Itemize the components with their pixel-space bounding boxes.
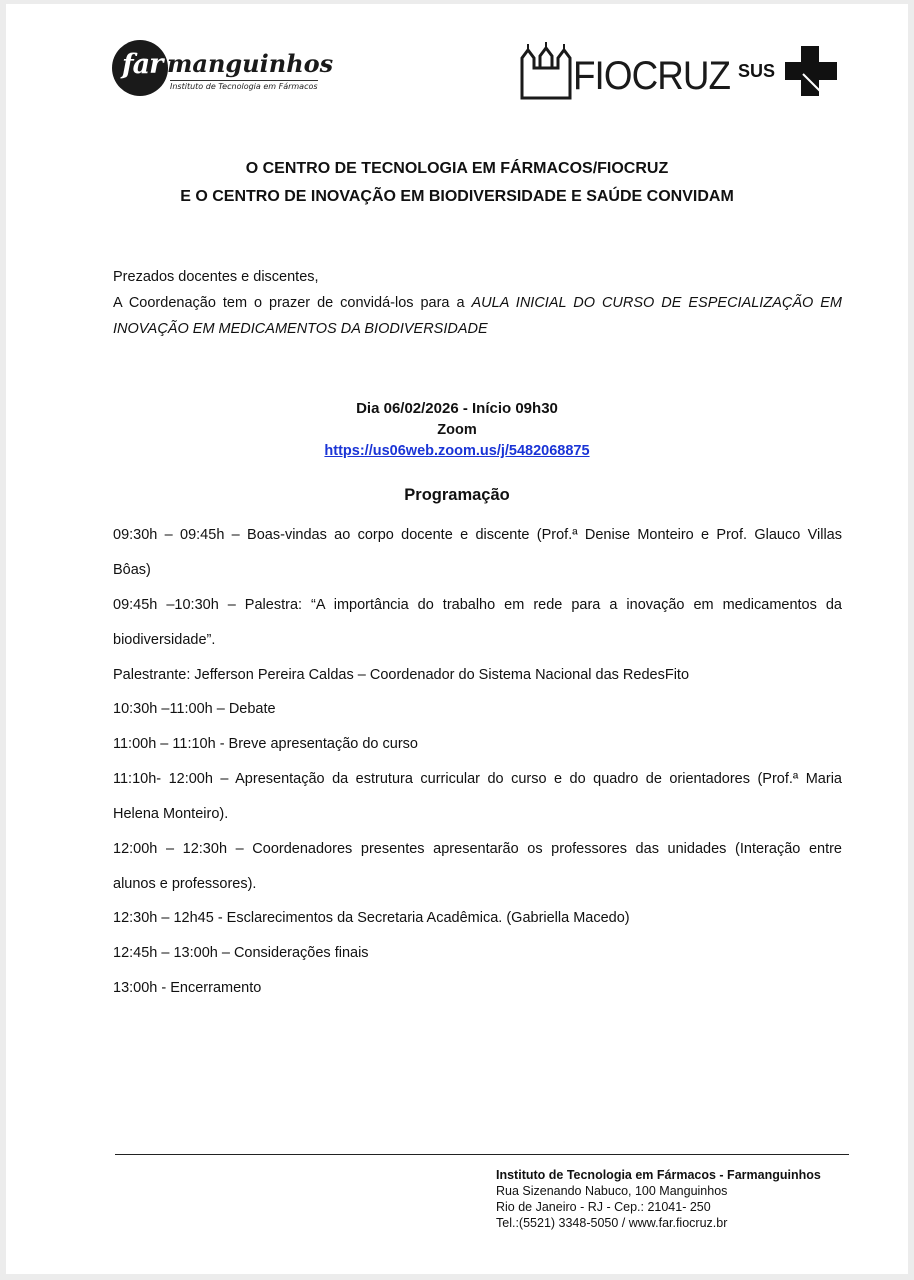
program-line: Bôas): [113, 562, 151, 578]
program-line: 13:00h - Encerramento: [113, 980, 262, 996]
programacao-title: Programação: [404, 486, 510, 504]
invite-line-1: [113, 295, 842, 311]
footer-divider: [115, 1154, 849, 1155]
sus-wordmark: SUS: [738, 61, 776, 81]
logo-subtitle: Instituto de Tecnologia em Fármacos: [170, 82, 318, 91]
program-line: 10:30h –11:00h – Debate: [113, 701, 276, 717]
logo-far-text: far: [122, 49, 163, 80]
heading-line-2: E O CENTRO DE INOVAÇÃO EM BIODIVERSIDADE E SAÚDE CONVIDAM: [180, 188, 734, 205]
footer-address-1: Rua Sizenando Nabuco, 100 Manguinhos: [496, 1184, 728, 1198]
fiocruz-castle-icon: [518, 40, 574, 100]
footer-address-2: Rio de Janeiro - RJ - Cep.: 21041- 250: [496, 1200, 711, 1214]
program-line: 12:00h – 12:30h – Coordenadores presentes apresentarão os professores das unidades (Interação entre: [113, 841, 842, 857]
program-line: 09:30h – 09:45h – Boas-vindas ao corpo docente e discente (Prof.ª Denise Monteiro e Prof. Glauco Villas: [113, 527, 842, 543]
program-line: 11:00h – 11:10h - Breve apresentação do curso: [113, 736, 418, 752]
program-line: 09:45h –10:30h – Palestra: “A importância do trabalho em rede para a inovação em medicamentos da: [113, 597, 842, 613]
heading-line-1: O CENTRO DE TECNOLOGIA EM FÁRMACOS/FIOCRUZ: [245, 160, 669, 177]
program-line: Helena Monteiro).: [113, 806, 229, 822]
farmanguinhos-logo: [112, 40, 334, 102]
program-line: Palestrante: Jefferson Pereira Caldas – Coordenador do Sistema Nacional das RedesFito: [113, 667, 690, 683]
fiocruz-logo: [518, 40, 731, 102]
invite-prefix: A Coordenação tem o prazer de convidá-los para a: [113, 295, 465, 311]
program-line: 11:10h- 12:00h – Apresentação da estrutura curricular do curso e do quadro de orientadores (Prof.ª Maria: [113, 771, 842, 787]
program-line: 12:30h – 12h45 - Esclarecimentos da Secretaria Acadêmica. (Gabriella Macedo): [113, 910, 630, 926]
event-date: Dia 06/02/2026 - Início 09h30: [356, 400, 558, 417]
invite-line-2: [113, 321, 488, 337]
invite-course-title-1: AULA INICIAL DO CURSO DE ESPECIALIZAÇÃO EM: [471, 295, 842, 311]
program-line: 12:45h – 13:00h – Considerações finais: [113, 945, 369, 961]
program-line: alunos e professores).: [113, 876, 257, 892]
program-line: biodiversidade”.: [113, 632, 216, 648]
fiocruz-wordmark: FIOCRUZ: [573, 54, 731, 98]
event-link-row: [0, 442, 914, 460]
logo-manguinhos-text: manguinhos: [167, 49, 334, 78]
invite-course-title-2: INOVAÇÃO EM MEDICAMENTOS DA BIODIVERSIDADE: [113, 321, 488, 337]
zoom-link[interactable]: https://us06web.zoom.us/j/5482068875: [324, 443, 590, 459]
sus-cross-icon: [783, 44, 839, 98]
greeting: Prezados docentes e discentes,: [113, 269, 319, 285]
footer-institution: Instituto de Tecnologia em Fármacos - Farmanguinhos: [496, 1168, 821, 1182]
event-platform: Zoom: [437, 422, 477, 438]
footer-contact: Tel.:(5521) 3348-5050 / www.far.fiocruz.br: [496, 1216, 728, 1230]
sus-logo: [738, 44, 838, 100]
